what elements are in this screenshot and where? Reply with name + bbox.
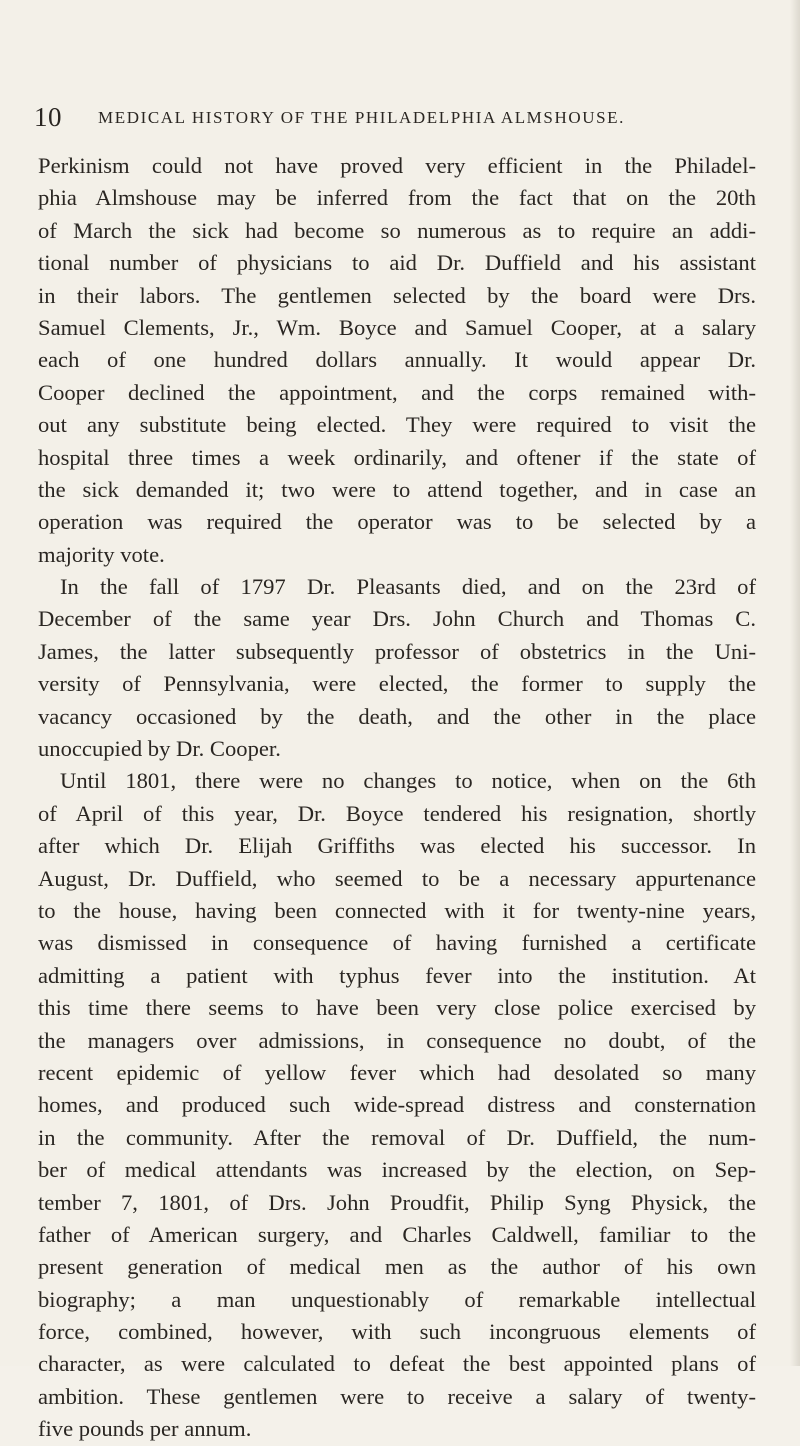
running-head <box>34 100 754 134</box>
text-line: character, as were calculated to defeat the best appointed plans of <box>38 1351 756 1377</box>
text-line: present generation of medical men as the author of his own <box>38 1254 756 1280</box>
running-title: MEDICAL HISTORY OF THE PHILADELPHIA ALMSHOUSE. <box>98 108 625 127</box>
text-line: the sick demanded it; two were to attend together, and in case an <box>38 476 756 502</box>
text-line: homes, and produced such wide-spread distress and consternation <box>38 1092 756 1118</box>
text-line: majority vote. <box>38 541 165 567</box>
text-line: after which Dr. Elijah Griffiths was elected his successor. In <box>38 833 756 859</box>
text-line: Cooper declined the appointment, and the corps remained with- <box>38 379 756 405</box>
text-line: tember 7, 1801, of Drs. John Proudfit, Philip Syng Physick, the <box>38 1189 756 1215</box>
text-line: Samuel Clements, Jr., Wm. Boyce and Samuel Cooper, at a salary <box>38 314 756 340</box>
text-line: vacancy occasioned by the death, and the other in the place <box>38 703 756 729</box>
text-line: each of one hundred dollars annually. It would appear Dr. <box>38 347 756 373</box>
text-line: August, Dr. Duffield, who seemed to be a necessary appurtenance <box>38 865 756 891</box>
text-line: recent epidemic of yellow fever which had desolated so many <box>38 1059 756 1085</box>
text-line: admitting a patient with typhus fever into the institution. At <box>38 962 756 988</box>
text-line: operation was required the operator was to be selected by a <box>38 509 756 535</box>
text-line: unoccupied by Dr. Cooper. <box>38 736 281 762</box>
text-line: was dismissed in consequence of having furnished a certificate <box>38 930 756 956</box>
text-line: In the fall of 1797 Dr. Pleasants died, and on the 23rd of <box>60 574 756 600</box>
text-line: to the house, having been connected with it for twenty-nine years, <box>38 897 756 923</box>
text-line: father of American surgery, and Charles Caldwell, familiar to the <box>38 1221 756 1247</box>
text-line: out any substitute being elected. They were required to visit the <box>38 412 756 438</box>
page-edge-shadow <box>790 0 800 1366</box>
text-line: biography; a man unquestionably of remarkable intellectual <box>38 1286 756 1312</box>
text-line: versity of Pennsylvania, were elected, the former to supply the <box>38 671 756 697</box>
page-number: 10 <box>34 102 62 132</box>
text-line: the managers over admissions, in consequence no doubt, of the <box>38 1027 756 1053</box>
text-line: James, the latter subsequently professor of obstetrics in the Uni- <box>38 638 756 664</box>
text-line: five pounds per annum. <box>38 1416 252 1442</box>
text-line: in their labors. The gentlemen selected by the board were Drs. <box>38 282 756 308</box>
text-line: ambition. These gentlemen were to receive a salary of twenty- <box>38 1383 756 1409</box>
text-line: Perkinism could not have proved very efficient in the Philadel- <box>38 153 756 178</box>
text-line: ber of medical attendants was increased by the election, on Sep- <box>38 1157 756 1183</box>
text-line: of March the sick had become so numerous as to require an addi- <box>38 217 756 243</box>
text-line: this time there seems to have been very close police exercised by <box>38 995 756 1021</box>
text-line: phia Almshouse may be inferred from the fact that on the 20th <box>38 185 756 211</box>
text-line: in the community. After the removal of Dr. Duffield, the num- <box>38 1124 756 1150</box>
text-line: Until 1801, there were no changes to notice, when on the 6th <box>60 768 756 794</box>
text-line: of April of this year, Dr. Boyce tendered his resignation, shortly <box>38 800 756 826</box>
text-line: tional number of physicians to aid Dr. Duffield and his assistant <box>38 250 756 276</box>
text-line: force, combined, however, with such incongruous elements of <box>38 1319 756 1345</box>
text-line: hospital three times a week ordinarily, and oftener if the state of <box>38 444 756 470</box>
body-text <box>38 150 756 1446</box>
text-line: December of the same year Drs. John Church and Thomas C. <box>38 606 756 632</box>
